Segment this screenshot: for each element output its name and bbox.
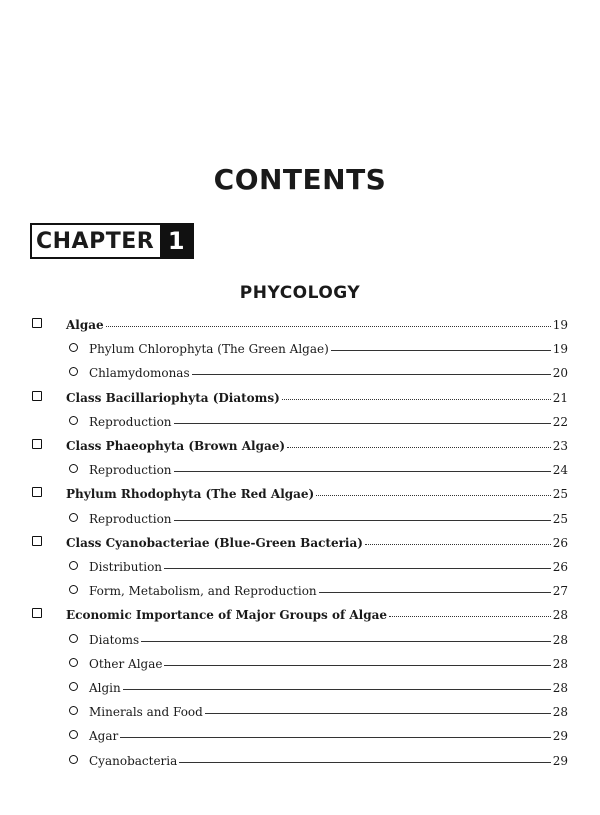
toc-entry-label: Minerals and Food [89,705,203,720]
toc-subsection-entry[interactable] [69,633,568,647]
toc-leader-line [120,737,550,738]
toc-subsection-entry[interactable] [69,342,568,356]
circle-bullet-icon [69,658,78,667]
square-bullet-icon [32,608,42,618]
toc-leader-line [192,374,551,375]
toc-entry-label: Phylum Chlorophyta (The Green Algae) [89,342,329,357]
toc-leader-line [174,520,551,521]
toc-entry-label: Diatoms [89,632,140,647]
toc-entry-label: Cyanobacteria [89,753,178,768]
circle-bullet-icon [69,755,78,764]
toc-section-entry[interactable] [32,608,568,622]
toc-entry-label: Distribution [89,560,163,574]
chapter-number: 1 [160,225,192,257]
toc-entry-label: Agar [89,729,119,744]
toc-section-entry[interactable] [32,536,568,550]
toc-entry-label: Reproduction [89,414,172,429]
toc-page-number: 28 [552,608,568,623]
chapter-title: PHYCOLOGY [239,283,361,303]
toc-subsection-entry[interactable] [69,729,568,743]
toc-page-number: 26 [552,535,568,550]
circle-bullet-icon [69,416,78,425]
toc-leader-line [141,641,551,642]
toc-entry-label: Class Cyanobacteriae (Blue-Green Bacteria) [66,535,363,550]
toc-leader-line [123,689,551,690]
toc-entry-label: Class Bacillariophyta (Diatoms) [66,390,280,405]
circle-bullet-icon [69,513,78,522]
toc-page-number: 19 [552,318,568,332]
square-bullet-icon [32,536,42,546]
toc-page-number: 28 [552,705,568,720]
toc-subsection-entry[interactable] [69,415,568,429]
toc-page-number: 25 [552,511,568,526]
toc-leader-line [389,616,551,617]
toc-leader-line [164,665,550,666]
toc-leader-line [331,350,551,351]
toc-page-number: 29 [552,729,568,744]
toc-leader-line [205,713,551,714]
toc-page-number: 28 [552,681,568,695]
toc-entry-label: Chlamydomonas [89,366,190,381]
toc-leader-line [282,399,551,400]
circle-bullet-icon [69,706,78,715]
toc-entry-label: Other Algae [89,656,163,671]
chapter-word: CHAPTER [32,225,160,257]
toc-subsection-entry[interactable] [69,366,568,380]
toc-entry-label: Reproduction [89,511,172,526]
toc-leader-line [365,544,551,545]
toc-page-number: 27 [552,584,568,599]
toc-entry-label: Class Phaeophyta (Brown Algae) [66,439,286,453]
toc-entry-label: Algin [89,681,121,695]
circle-bullet-icon [69,682,78,691]
toc-entry-label: Algae [66,318,104,332]
toc-leader-line [316,495,550,496]
circle-bullet-icon [69,730,78,739]
toc-entry-label: Phylum Rhodophyta (The Red Algae) [66,487,315,502]
toc-page-number: 19 [552,342,568,357]
square-bullet-icon [32,318,42,328]
toc-subsection-entry[interactable] [69,657,568,671]
toc-subsection-entry[interactable] [69,463,568,477]
toc-leader-line [287,447,551,448]
toc-page-number: 25 [552,487,568,502]
circle-bullet-icon [69,343,78,352]
toc-subsection-entry[interactable] [69,681,568,695]
toc-subsection-entry[interactable] [69,560,568,574]
toc-entry-label: Form, Metabolism, and Reproduction [89,584,317,599]
toc-subsection-entry[interactable] [69,754,568,768]
square-bullet-icon [32,439,42,449]
circle-bullet-icon [69,464,78,473]
toc-page-number: 21 [552,390,568,405]
page-title: CONTENTS [213,163,387,196]
toc-leader-line [106,326,551,327]
toc-leader-line [174,423,551,424]
toc-section-entry[interactable] [32,391,568,405]
toc-page-number: 24 [552,463,568,478]
toc-entry-label: Reproduction [89,463,172,478]
square-bullet-icon [32,391,42,401]
toc-subsection-entry[interactable] [69,512,568,526]
chapter-badge [30,223,194,259]
toc-page-number: 28 [552,656,568,671]
toc-leader-line [174,471,551,472]
circle-bullet-icon [69,367,78,376]
toc-section-entry[interactable] [32,318,568,332]
toc-page-number: 29 [552,753,568,768]
toc-subsection-entry[interactable] [69,705,568,719]
toc-leader-line [164,568,551,569]
toc-leader-line [319,592,551,593]
toc-page-number: 23 [552,439,568,453]
toc-section-entry[interactable] [32,439,568,453]
square-bullet-icon [32,487,42,497]
toc-entry-label: Economic Importance of Major Groups of Algae [66,608,387,623]
toc-leader-line [179,762,550,763]
toc-section-entry[interactable] [32,487,568,501]
toc-page-number: 28 [552,632,568,647]
circle-bullet-icon [69,634,78,643]
circle-bullet-icon [69,585,78,594]
circle-bullet-icon [69,561,78,570]
toc-subsection-entry[interactable] [69,584,568,598]
toc-page-number: 20 [552,366,568,381]
toc-page-number: 22 [552,414,568,429]
toc-page-number: 26 [552,560,568,574]
